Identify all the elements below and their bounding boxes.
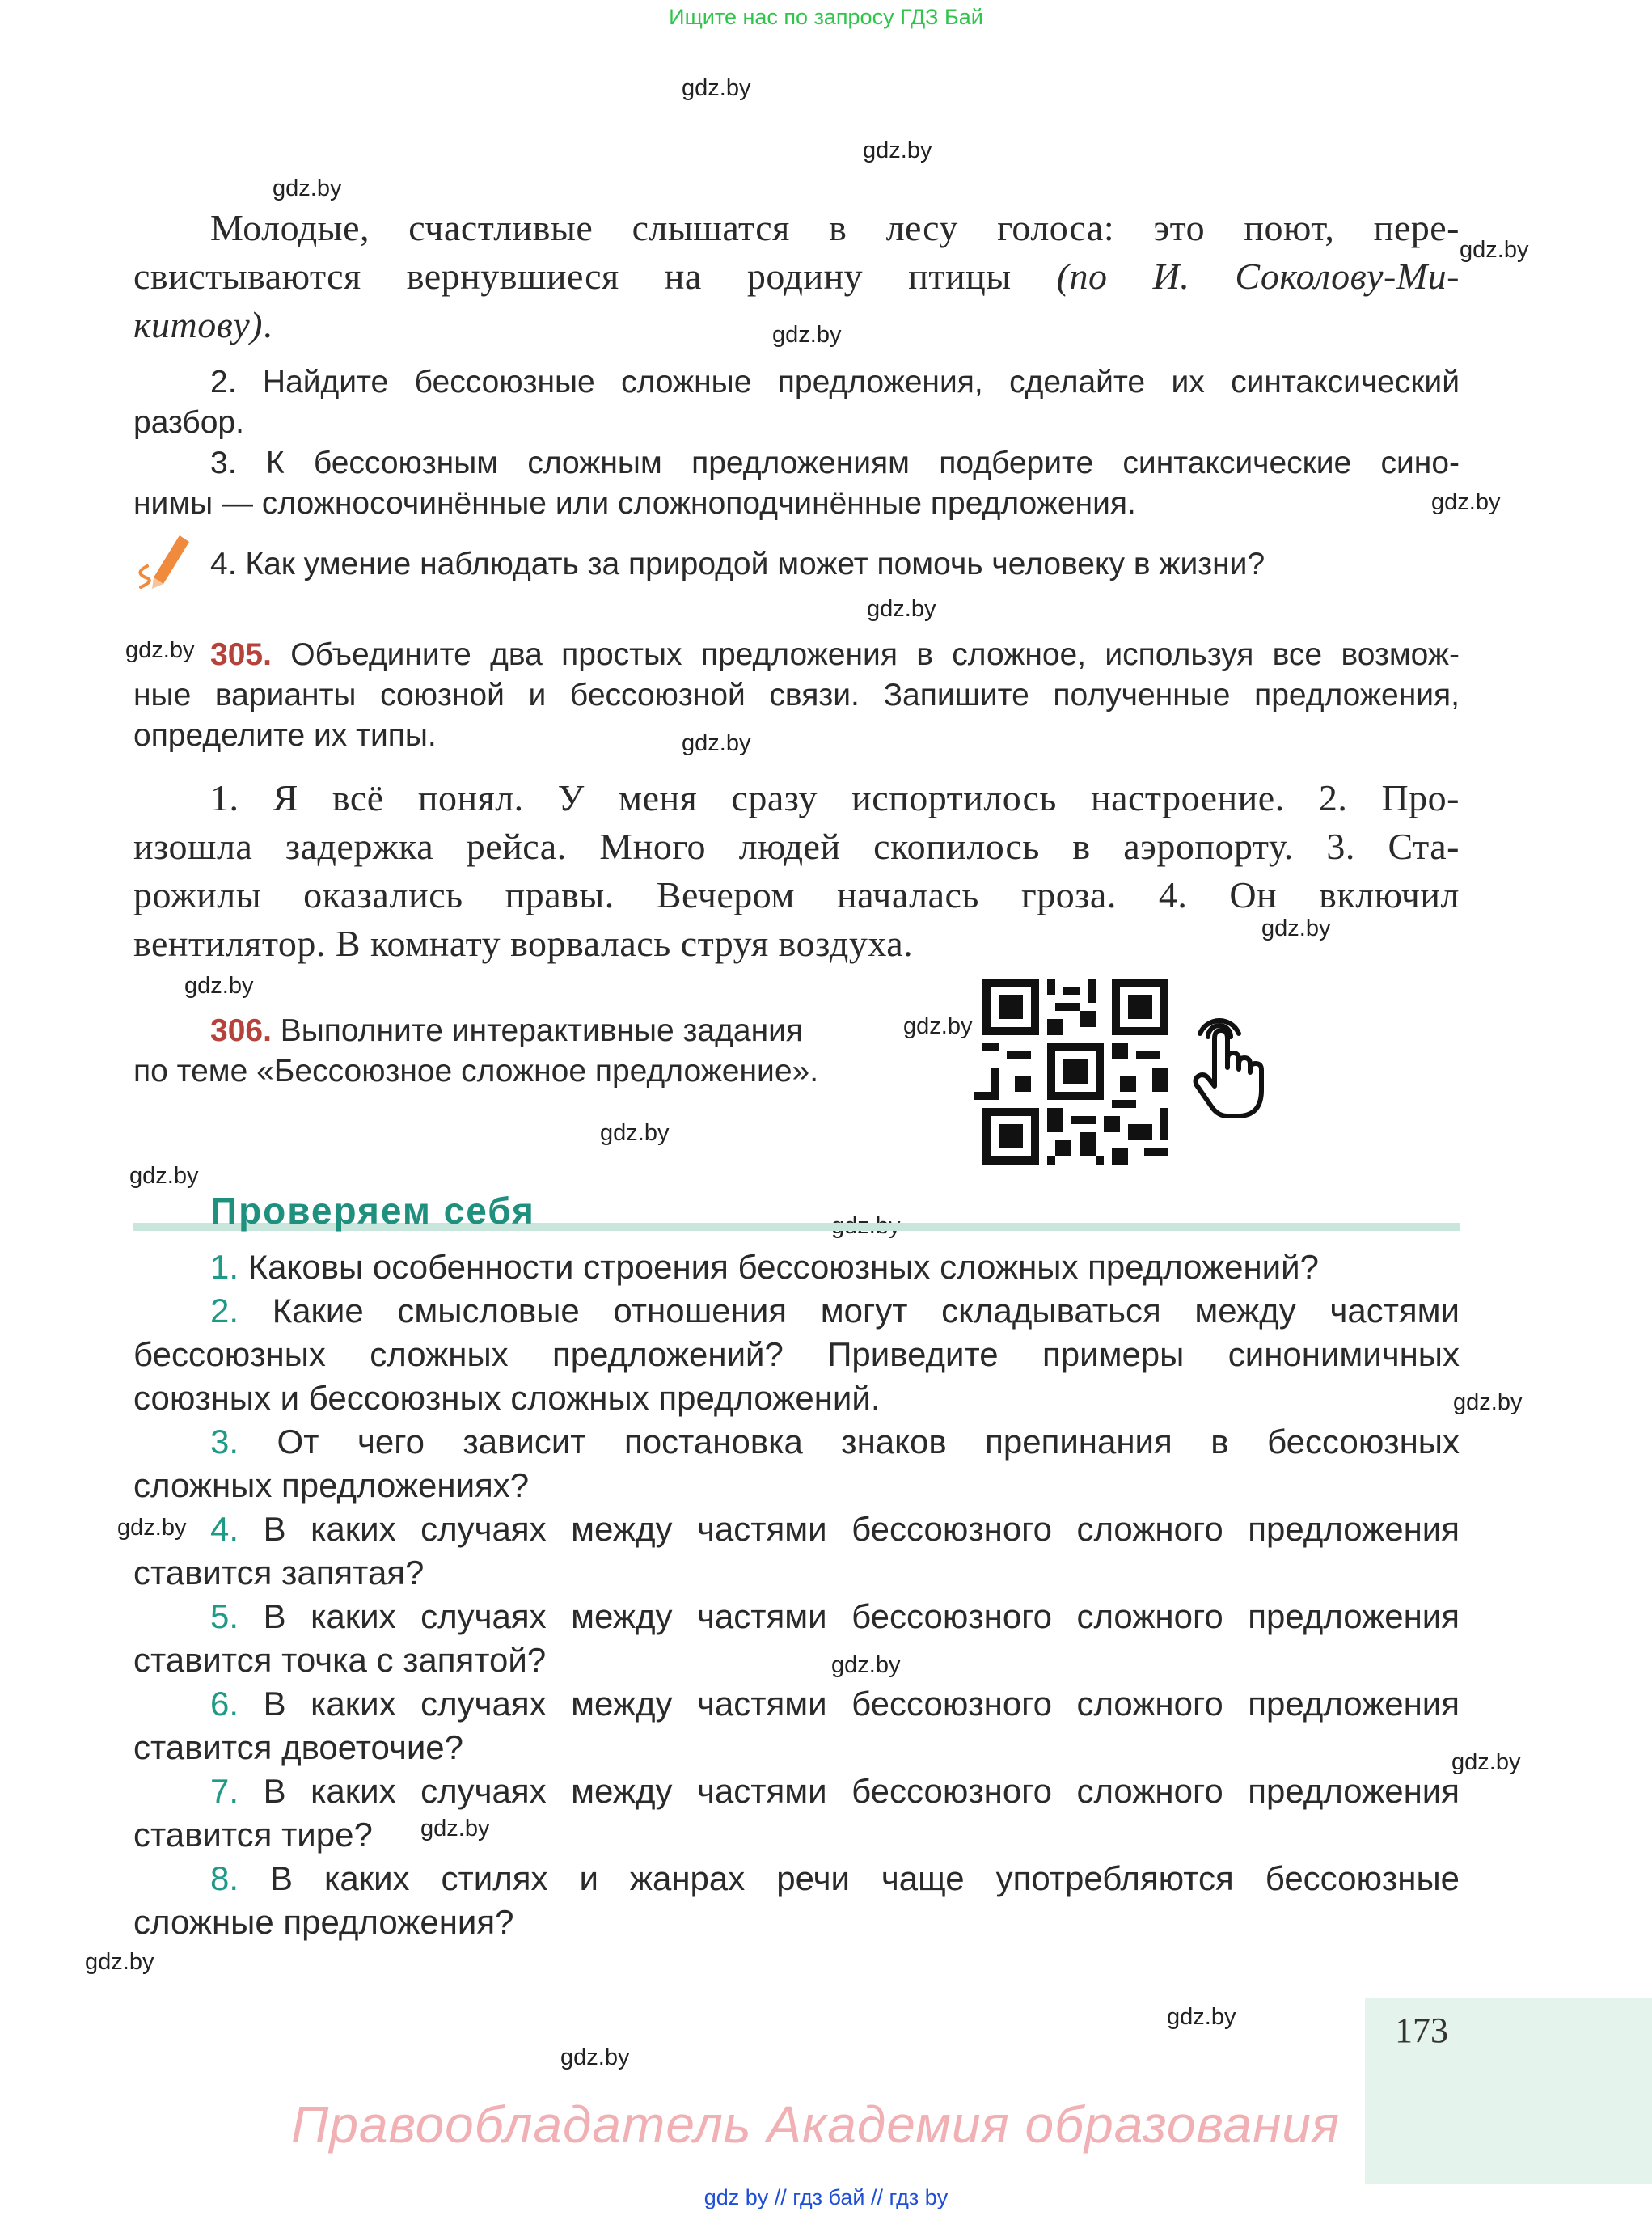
section-title: Проверяем себя bbox=[210, 1190, 535, 1232]
text-line: сложных предложениях? bbox=[133, 1466, 530, 1504]
watermark: gdz.by bbox=[273, 175, 342, 201]
text-line: В каких случаях между частями бессоюзного сложного предложения bbox=[263, 1772, 1460, 1810]
watermark: gdz.by bbox=[1167, 2004, 1236, 2030]
text-line: Каковы особенности строения бессоюзных сложных предложений? bbox=[247, 1248, 1319, 1286]
text-line: ставится точка с запятой? bbox=[133, 1641, 547, 1679]
page-number: 173 bbox=[1395, 2010, 1448, 2050]
text-line: ставится двоеточие? bbox=[133, 1728, 464, 1766]
text-line: Какие смысловые отношения могут складываться между частями bbox=[272, 1292, 1460, 1330]
watermark: gdz.by bbox=[682, 730, 751, 756]
exercise-number: 306. bbox=[210, 1013, 272, 1048]
question-item bbox=[133, 1769, 1460, 1813]
question-item bbox=[133, 1245, 1460, 1289]
text-line: бессоюзных сложных предложений? Приведите примеры синонимичных bbox=[133, 1335, 1460, 1373]
watermark: gdz.by bbox=[867, 596, 936, 622]
text-line: изошла задержка рейса. Много людей скопилось в аэропорту. 3. Ста- bbox=[133, 826, 1460, 867]
question-item bbox=[133, 1682, 1460, 1726]
watermark: gdz.by bbox=[1451, 1749, 1521, 1775]
question-number: 3. bbox=[210, 1423, 239, 1461]
text-line: . bbox=[262, 304, 273, 345]
question-number: 2. bbox=[210, 1292, 239, 1330]
text-line: вентилятор. В комнату ворвалась струя воздуха. bbox=[133, 923, 914, 964]
question-number: 5. bbox=[210, 1597, 239, 1635]
question-number: 8. bbox=[210, 1859, 239, 1897]
watermark: gdz.by bbox=[1453, 1389, 1523, 1415]
task-2 bbox=[133, 362, 1460, 443]
question-item bbox=[133, 1289, 1460, 1333]
watermark: gdz.by bbox=[85, 1949, 154, 1975]
watermark: gdz.by bbox=[772, 322, 842, 348]
text-line: В каких случаях между частями бессоюзного сложного предложения bbox=[263, 1597, 1460, 1635]
text-line: ставится запятая? bbox=[133, 1554, 425, 1592]
watermark: gdz.by bbox=[125, 637, 195, 663]
watermark: gdz.by bbox=[420, 1816, 490, 1841]
tap-hand-icon[interactable] bbox=[1182, 1009, 1271, 1123]
watermark: gdz.by bbox=[129, 1163, 199, 1189]
text-line: Молодые, счастливые слышатся в лесу голоса: это поют, пере- bbox=[210, 207, 1460, 248]
text-line: В каких случаях между частями бессоюзного сложного предложения bbox=[263, 1510, 1460, 1548]
watermark: gdz.by bbox=[1261, 915, 1331, 941]
watermark: gdz.by bbox=[863, 137, 932, 163]
watermark: gdz.by bbox=[682, 75, 751, 101]
question-item bbox=[133, 1420, 1460, 1464]
text-line: В каких случаях между частями бессоюзного сложного предложения bbox=[263, 1685, 1460, 1723]
author-attribution: (по И. Соколову-Ми- bbox=[1056, 256, 1460, 297]
watermark: gdz.by bbox=[600, 1120, 670, 1146]
top-banner: Ищите нас по запросу ГДЗ Бай bbox=[669, 5, 983, 29]
text-line: по теме «Бессоюзное сложное предложение». bbox=[133, 1054, 819, 1089]
text-line: Объедините два простых предложения в сложное, используя все возмож- bbox=[290, 637, 1460, 672]
question-item bbox=[133, 1507, 1460, 1551]
text-line: свистываются вернувшиеся на родину птицы bbox=[133, 256, 1057, 297]
question-item bbox=[133, 1857, 1460, 1901]
question-number: 6. bbox=[210, 1685, 239, 1723]
watermark: gdz.by bbox=[184, 973, 254, 999]
exercise-number: 305. bbox=[210, 637, 272, 672]
qr-code[interactable] bbox=[974, 970, 1177, 1173]
watermark: gdz.by bbox=[1431, 489, 1501, 515]
text-line: сложные предложения? bbox=[133, 1903, 514, 1941]
text-line: разбор. bbox=[133, 405, 244, 440]
watermark: gdz.by bbox=[560, 2044, 630, 2070]
question-item bbox=[133, 1595, 1460, 1638]
question-number: 4. bbox=[210, 1510, 239, 1548]
text-line: Выполните интерактивные задания bbox=[280, 1013, 804, 1048]
text-line: определите их типы. bbox=[133, 718, 437, 753]
text-line: рожилы оказались правы. Вечером началась гроза. 4. Он включил bbox=[133, 874, 1460, 915]
text-line: 4. Как умение наблюдать за природой может помочь человеку в жизни? bbox=[210, 547, 1265, 581]
watermark: gdz.by bbox=[117, 1515, 187, 1541]
question-number: 7. bbox=[210, 1772, 239, 1810]
questions-list bbox=[133, 1245, 1460, 1944]
text-line: союзных и бессоюзных сложных предложений. bbox=[133, 1379, 881, 1417]
text-line: От чего зависит постановка знаков препинания в бессоюзных bbox=[277, 1423, 1460, 1461]
task-4 bbox=[133, 544, 1460, 585]
footer-links[interactable]: gdz by // гдз бай // гдз by bbox=[703, 2185, 949, 2209]
text-line: 3. К бессоюзным сложным предложениям подберите синтаксические сино- bbox=[210, 446, 1460, 480]
watermark: gdz.by bbox=[903, 1013, 973, 1039]
text-line: нимы — сложносочинённые или сложноподчинённые предложения. bbox=[133, 486, 1136, 521]
rights-holder-notice: Правообладатель Академия образования bbox=[291, 2095, 1341, 2154]
text-line: ные варианты союзной и бессоюзной связи. Запишите полученные предложения, bbox=[133, 678, 1460, 712]
text-line: В каких стилях и жанрах речи чаще употребляются бессоюзные bbox=[270, 1859, 1460, 1897]
text-line: ставится тире? bbox=[133, 1816, 373, 1854]
literary-excerpt-top bbox=[133, 204, 1460, 349]
question-number: 1. bbox=[210, 1248, 239, 1286]
watermark: gdz.by bbox=[831, 1652, 901, 1678]
exercise-305-text bbox=[133, 774, 1460, 968]
text-line: 2. Найдите бессоюзные сложные предложения, сделайте их синтаксический bbox=[210, 365, 1460, 400]
author-attribution: китову) bbox=[133, 304, 263, 345]
watermark: gdz.by bbox=[1460, 237, 1529, 263]
task-3 bbox=[133, 443, 1460, 524]
exercise-305 bbox=[133, 635, 1460, 756]
exercise-306 bbox=[133, 1011, 942, 1092]
text-line: 1. Я всё понял. У меня сразу испортилось настроение. 2. Про- bbox=[210, 777, 1460, 818]
